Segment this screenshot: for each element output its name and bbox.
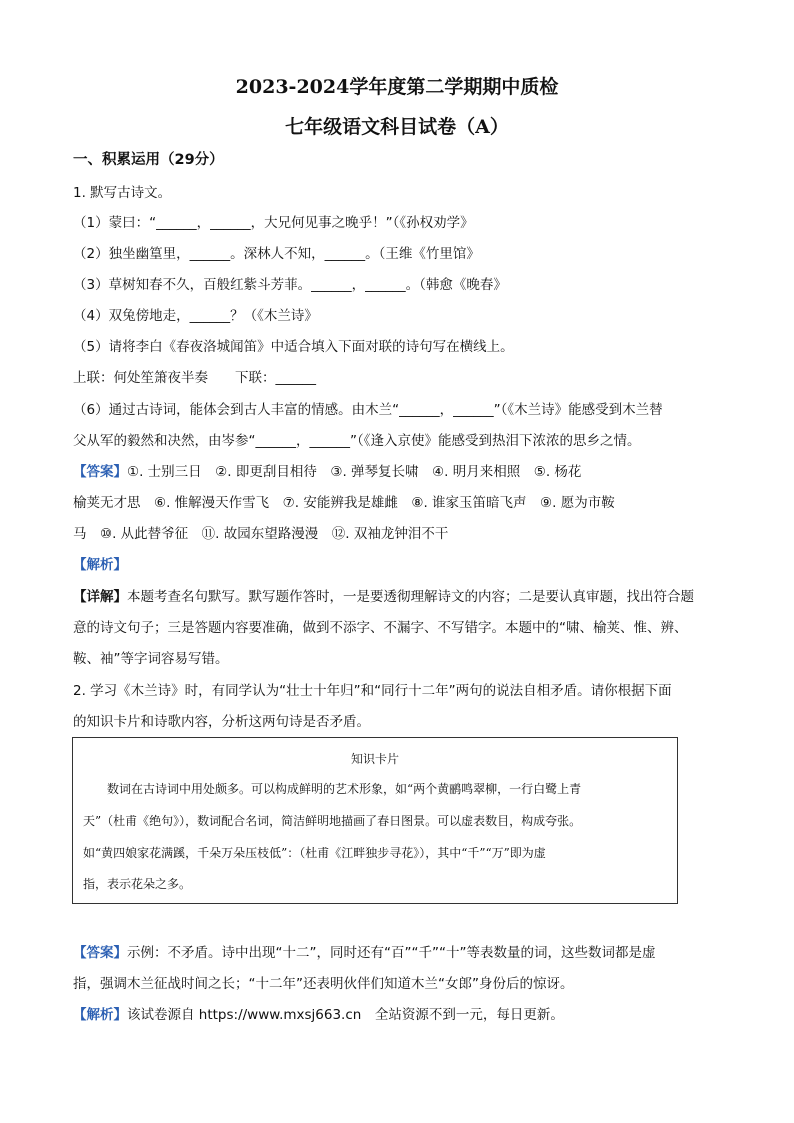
answer-tag: 【答案】 <box>73 464 127 480</box>
q2-answer-line-1 <box>73 943 733 963</box>
knowledge-card-line-2: 天”（杜甫《绝句》），数词配合名词，简洁鲜明地描画了春日图景。可以虚表数目，构成夸张。 <box>83 814 582 828</box>
knowledge-card-title: 知识卡片 <box>350 752 399 766</box>
q1-item-1: （1）蒙曰：“______，______，大兄何见事之晚乎！”（《孙权劝学》 <box>73 215 474 231</box>
q2-answer-line-2: 指，强调木兰征战时间之长；“十二年”还表明伙伴们知道木兰“女郎”身份后的惊讶。 <box>73 976 574 992</box>
q1-answer-line-2: 榆荚无才思 ⑥. 惟解漫天作雪飞 ⑦. 安能辨我是雄雌 ⑧. 谁家玉笛暗飞声 ⑨. 愿为市鞍 <box>73 495 615 511</box>
answer-tag: 【答案】 <box>73 945 127 961</box>
q1-detail-line-1 <box>73 587 733 607</box>
q1-detail-line-3: 鞍、袖”等字词容易写错。 <box>73 651 229 667</box>
q1-answer-line-1 <box>73 462 733 482</box>
q1-answer-text-1: ①. 士别三日 ②. 即更刮目相待 ③. 弹琴复长啸 ④. 明月来相照 ⑤. 杨花 <box>127 464 582 480</box>
exam-title: 2023-2024学年度第二学期期中质检 <box>235 76 559 98</box>
q2-analysis-text: 该试卷源自 https://www.mxsj663.cn 全站资源不到一元，每日更新。 <box>127 1007 564 1023</box>
knowledge-card-line-4: 指，表示花朵之多。 <box>83 877 192 891</box>
q1-analysis-tag: 【解析】 <box>73 557 127 573</box>
q1-item-6-line-2: 父从军的毅然和决然，由岑参“______，______”（《逢入京使》能感受到热泪下浓浓的思乡之情。 <box>73 433 641 449</box>
q2-answer-text-1: 示例：不矛盾。诗中出现“十二”，同时还有“百”“千”“十”等表数量的词，这些数词都是虚 <box>127 945 656 961</box>
analysis-tag: 【解析】 <box>73 1007 127 1023</box>
q1-detail-line-2: 意的诗文句子；三是答题内容要准确，做到不添字、不漏字、不写错字。本题中的“啸、榆荚、惟、辨、 <box>73 620 688 636</box>
q1-item-5: （5）请将李白《春夜洛城闻笛》中适合填入下面对联的诗句写在横线上。 <box>73 339 514 355</box>
q1-stem: 1. 默写古诗文。 <box>73 185 172 201</box>
q2-analysis-line <box>73 1005 733 1025</box>
q1-item-3: （3）草树知春不久，百般红紫斗芳菲。______，______。（韩愈《晚春》 <box>73 277 507 293</box>
q1-item-4: （4）双兔傍地走，______？（《木兰诗》 <box>73 308 318 324</box>
q1-answer-line-3: 马 ⑩. 从此替爷征 ⑪. 故园东望路漫漫 ⑫. 双袖龙钟泪不干 <box>73 526 449 542</box>
q2-stem-line-2: 的知识卡片和诗歌内容，分析这两句诗是否矛盾。 <box>73 714 370 730</box>
q1-detail-text-1: 本题考查名句默写。默写题作答时，一是要透彻理解诗文的内容；二是要认真审题，找出符合题 <box>127 589 694 605</box>
exam-subtitle: 七年级语文科目试卷（A） <box>285 116 509 138</box>
q2-stem-line-1: 2. 学习《木兰诗》时，有同学认为“壮士十年归”和“同行十二年”两句的说法自相矛盾。请你根据下面 <box>73 683 672 699</box>
q1-item-2: （2）独坐幽篁里，______。深林人不知，______。（王维《竹里馆》 <box>73 246 480 262</box>
section-heading: 一、积累运用（29分） <box>73 152 224 168</box>
knowledge-card-line-1: 数词在古诗词中用处颇多。可以构成鲜明的艺术形象，如“两个黄鹂鸣翠柳，一行白鹭上青 <box>83 782 582 796</box>
knowledge-card-line-3: 如“黄四娘家花满蹊，千朵万朵压枝低”：（杜甫《江畔独步寻花》），其中“千”“万”即为虚 <box>83 846 546 860</box>
detail-tag: 【详解】 <box>73 589 127 605</box>
q1-item-6-line-1: （6）通过古诗词，能体会到古人丰富的情感。由木兰“______，______”（《木兰诗》能感受到木兰替 <box>73 402 663 418</box>
knowledge-card <box>72 737 678 904</box>
q1-couplet: 上联：何处笙箫夜半奏 下联：______ <box>73 370 316 386</box>
